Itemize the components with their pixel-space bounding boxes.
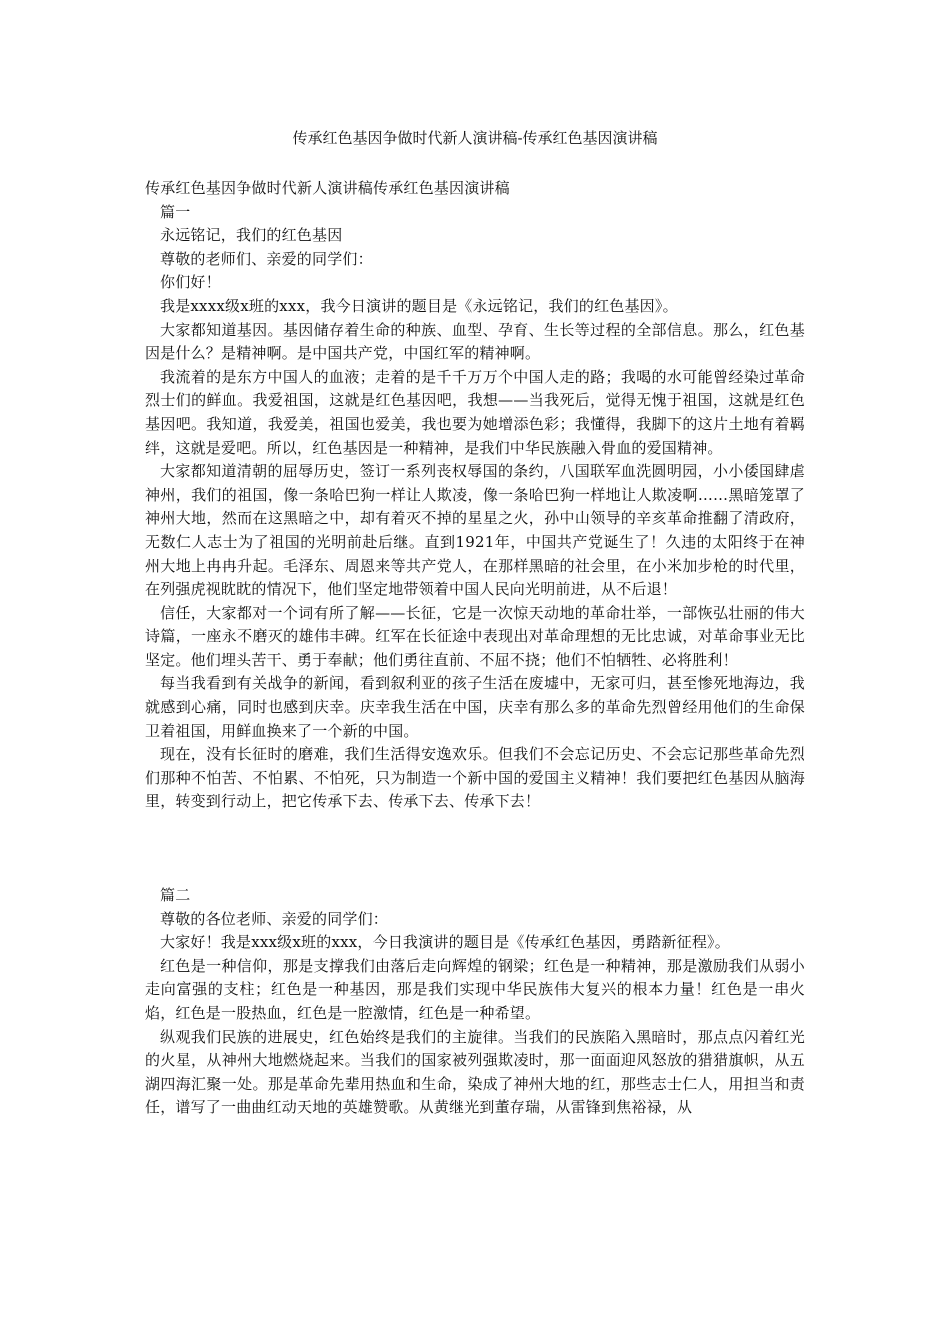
paragraph: 大家好！我是xxx级x班的xxx，今日我演讲的题目是《传承红色基因，勇踏新征程》。 xyxy=(160,933,730,952)
paragraph: 我流着的是东方中国人的血液；走着的是千千万万个中国人走的路；我喝的水可能曾经染过革命烈士们的鲜血。我爱祖国，这就是红色基因吧，我想——当我死后，觉得无愧于祖国，这就是红色基因吧。我知道，我爱美，祖国也爱美，我也要为她增添色彩；我懂得，我脚下的这片土地有着羁绊，这就是爱吧。所以，红色基因是一种精神，是我们中华民族融入骨血的爱国精神。 xyxy=(145,367,805,457)
paragraph: 现在，没有长征时的磨难，我们生活得安逸欢乐。但我们不会忘记历史、不会忘记那些革命先烈们那种不怕苦、不怕累、不怕死，只为制造一个新中国的爱国主义精神！我们要把红色基因从脑海里，转变到行动上，把它传承下去、传承下去、传承下去！ xyxy=(145,745,805,811)
paragraph: 每当我看到有关战争的新闻，看到叙利亚的孩子生活在废墟中，无家可归，甚至惨死地海边，我就感到心痛，同时也感到庆幸。庆幸我生活在中国，庆幸有那么多的革命先烈曾经用他们的生命保卫着祖国，用鲜血换来了一个新的中国。 xyxy=(145,674,805,740)
paragraph: 大家都知道基因。基因储存着生命的种族、血型、孕育、生长等过程的全部信息。那么，红色基因是什么？是精神啊。是中国共产党，中国红军的精神啊。 xyxy=(145,320,805,363)
part1-heading: 篇一 xyxy=(160,202,191,221)
paragraph: 纵观我们民族的进展史，红色始终是我们的主旋律。当我们的民族陷入黑暗时，那点点闪着红光的火星，从神州大地燃烧起来。当我们的国家被列强欺凌时，那一面面迎风怒放的猎猎旗帜，从五湖四海汇聚一处。那是革命先辈用热血和生命，染成了神州大地的红，那些志士仁人，用担当和责任，谱写了一曲曲红动天地的英雄赞歌。从黄继光到董存瑞，从雷锋到焦裕禄，从 xyxy=(145,1027,805,1117)
section-gap xyxy=(145,814,805,884)
document-subtitle: 传承红色基因争做时代新人演讲稿传承红色基因演讲稿 xyxy=(145,179,510,197)
paragraph: 尊敬的各位老师、亲爱的同学们： xyxy=(160,909,389,928)
paragraph: 永远铭记，我们的红色基因 xyxy=(160,226,343,245)
document-body xyxy=(145,177,805,1120)
part2-heading: 篇二 xyxy=(160,886,191,905)
paragraph: 大家都知道清朝的屈辱历史，签订一系列丧权辱国的条约，八国联军血洗圆明园，小小倭国肆虐神州，我们的祖国，像一条哈巴狗一样让人欺凌，像一条哈巴狗一样地让人欺凌啊……黑暗笼罩了神州大地，然而在这黑暗之中，却有着灭不掉的星星之火，孙中山领导的辛亥革命推翻了清政府，无数仁人志士为了祖国的光明前赴后继。直到1921年，中国共产党诞生了！久违的太阳终于在神州大地上冉冉升起。毛泽东、周恩来等共产党人，在那样黑暗的社会里，在小米加步枪的时代里，在列强虎视眈眈的情况下，他们坚定地带领着中国人民向光明前进，从不后退！ xyxy=(145,462,805,599)
paragraph: 红色是一种信仰，那是支撑我们由落后走向辉煌的钢梁；红色是一种精神，那是激励我们从弱小走向富强的支柱；红色是一种基因，那是我们实现中华民族伟大复兴的根本力量！红色是一串火焰，红色是一股热血，红色是一腔激情，红色是一种希望。 xyxy=(145,956,805,1022)
document-title: 传承红色基因争做时代新人演讲稿-传承红色基因演讲稿 xyxy=(292,129,658,147)
paragraph: 尊敬的老师们、亲爱的同学们： xyxy=(160,249,373,268)
paragraph: 我是xxxx级x班的xxx，我今日演讲的题目是《永远铭记，我们的红色基因》。 xyxy=(160,296,678,315)
paragraph: 信任，大家都对一个词有所了解——长征，它是一次惊天动地的革命壮举，一部恢弘壮丽的伟大诗篇，一座永不磨灭的雄伟丰碑。红军在长征途中表现出对革命理想的无比忠诚，对革命事业无比坚定。他们埋头苦干、勇于奉献；他们勇往直前、不屈不挠；他们不怕牺牲、必将胜利！ xyxy=(145,603,805,669)
paragraph: 你们好！ xyxy=(160,273,221,292)
